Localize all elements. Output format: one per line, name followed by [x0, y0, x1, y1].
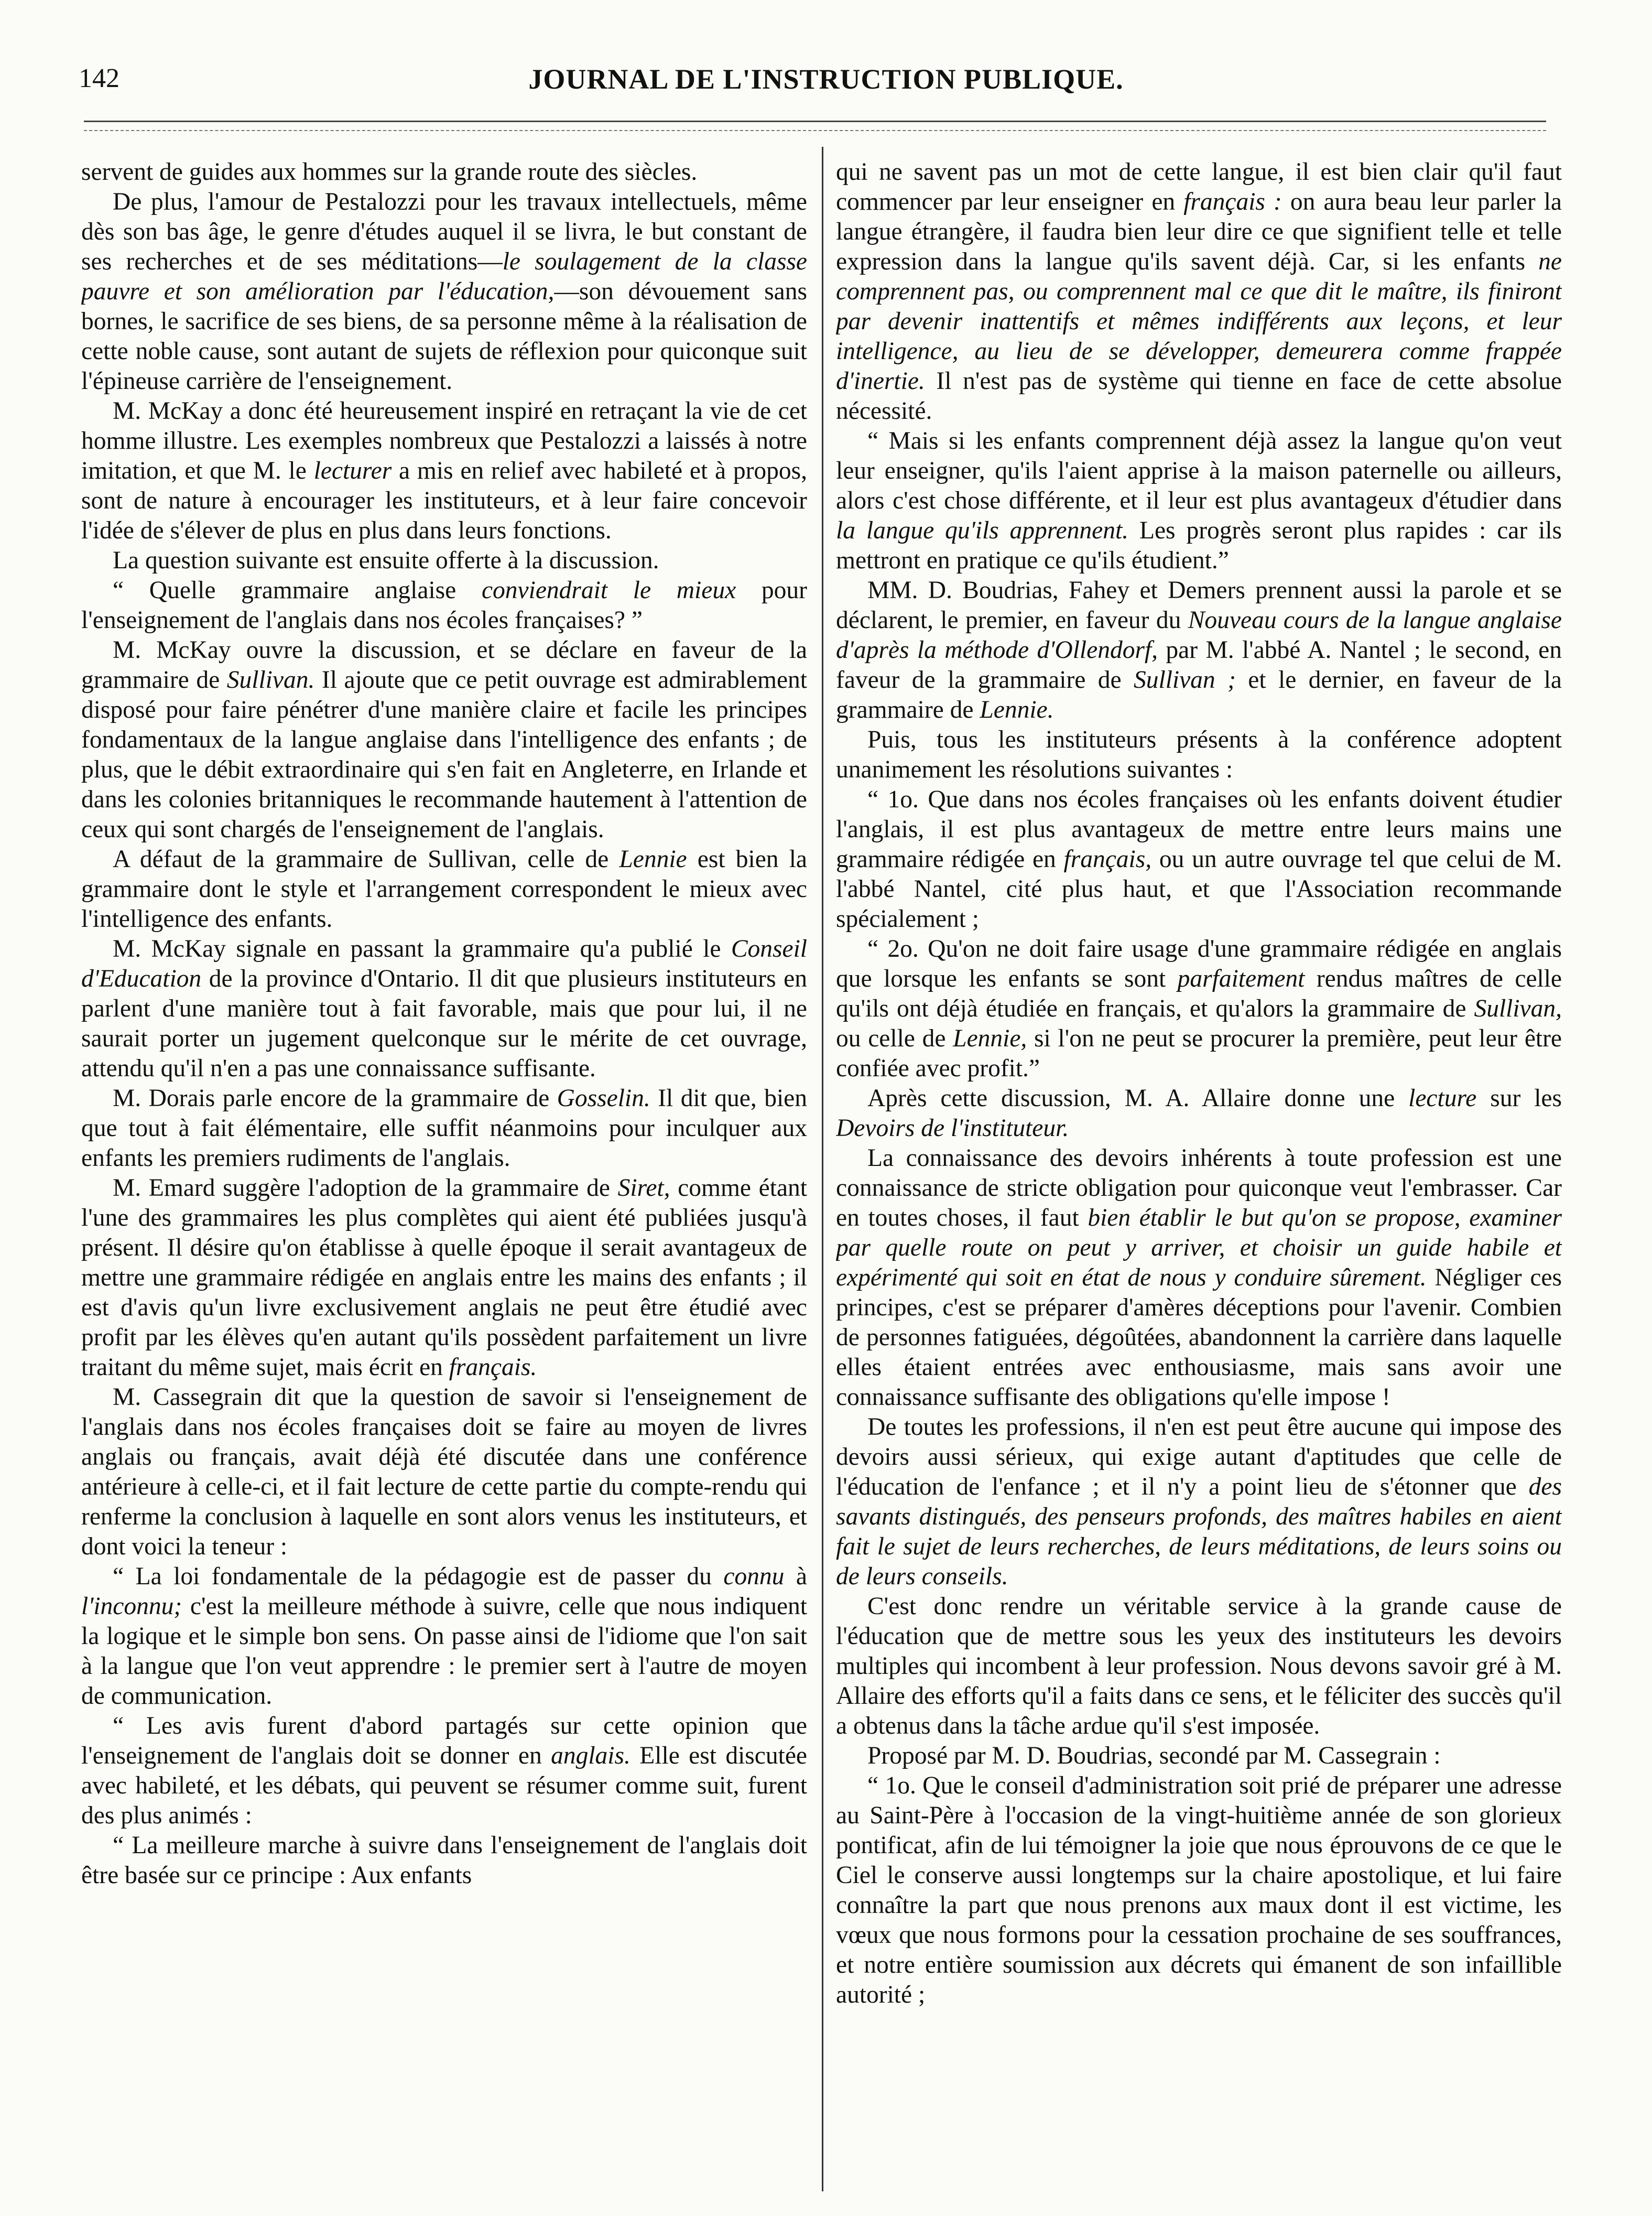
page-number: 142: [79, 63, 119, 93]
text-run: M. Cassegrain dit que la question de savoir si l'enseignement de l'anglais dans nos écoles françaises doit se faire au moyen de livres anglais ou français, avait déjà été discutée dans une conférence antérieure à celle-ci, et il fait lecture de cette partie du compte-rendu qui renferme la conclusion à laquelle en sont alors venus les instituteurs, et dont voici la teneur :: [81, 1383, 807, 1560]
paragraph: [81, 1711, 807, 1831]
text-run: La connaissance des devoirs inhérents à toute profession est une connaissance de stricte obligation pour quiconque veut l'embrasser. Car en toutes choses, il faut: [836, 1144, 1562, 1231]
italic-text: Sullivan ;: [1134, 666, 1236, 694]
text-run: Après cette discussion, M. A. Allaire donne une: [867, 1085, 1409, 1112]
paragraph: [81, 845, 807, 934]
text-run: “ Quelle grammaire anglaise: [113, 577, 482, 604]
text-run: “ 1o. Que dans nos écoles françaises où les enfants doivent étudier l'anglais, il est plus avantageux de mettre entre leurs mains une grammaire rédigée en: [836, 786, 1562, 873]
paragraph: [836, 157, 1562, 426]
italic-text: connu: [723, 1563, 785, 1590]
italic-text: Gosselin.: [557, 1085, 650, 1112]
text-run: M. Emard suggère l'adoption de la grammaire de: [113, 1174, 618, 1202]
text-run: qui ne savent pas un mot de cette langue, il est bien clair qu'il faut commencer par leur enseigner en: [836, 158, 1562, 215]
paragraph: [81, 1562, 807, 1711]
text-run: “ 1o. Que le conseil d'administration soit prié de préparer une adresse au Saint-Père à l'occasion de la vingt-huitième année de son glorieux pontificat, afin de lui témoigner la joie que nous éprouvons de ce que le Ciel le conserve aussi longtemps sur la chaire apostolique, et lui faire connaître la part que nous prenons aux maux dont il est victime, les vœux que nous formons pour la cessation prochaine de ses souffrances, et notre entière soumission aux décrets qui émanent de son infaillible autorité ;: [836, 1772, 1562, 2008]
italic-text: bien établir le but qu'on se propose, examiner par quelle route on peut y arriver, et choisir un guide habile et expérimenté qui soit en état de nous y conduire sûrement.: [836, 1204, 1562, 1291]
text-run: Il dit que, bien que tout à fait élémentaire, elle suffit néanmoins pour inculquer aux enfants les premiers rudiments de l'anglais.: [81, 1085, 807, 1172]
text-run: M. McKay ouvre la discussion, et se déclare en faveur de la grammaire de: [81, 636, 807, 694]
text-run: comme étant l'une des grammaires les plus complètes qui aient été publiées jusqu'à présent. Il désire qu'on établisse à quelle époque il serait avantageux de mettre une grammaire rédigée en anglais entre les mains des enfants ; il est d'avis qu'un livre exclusivement anglais ne peut être étudié avec profit par les élèves qu'en autant qu'ils possèdent parfaitement un livre traitant du même sujet, mais écrit en: [81, 1174, 807, 1381]
text-run: M. McKay signale en passant la grammaire qu'a publié le: [113, 935, 731, 963]
text-run: servent de guides aux hommes sur la grande route des siècles.: [81, 158, 698, 186]
paragraph: [81, 396, 807, 546]
text-run: ou un autre ouvrage tel que celui de M. l'abbé Nantel, cité plus haut, et que l'Association recommande spécialement ;: [836, 846, 1562, 933]
paragraph: [81, 576, 807, 635]
text-run: “ 2o. Qu'on ne doit faire usage d'une grammaire rédigée en anglais que lorsque les enfants se sont: [836, 935, 1562, 992]
text-run: —son dévouement sans bornes, le sacrifice de ses biens, de sa personne même à la réalisation de cette noble cause, sont autant de sujets de réflexion pour quiconque suit l'épineuse carrière de l'enseignement.: [81, 278, 807, 395]
italic-text: lecturer: [313, 457, 392, 484]
italic-text: conviendrait le mieux: [481, 577, 736, 604]
paragraph: [81, 546, 807, 576]
text-run: Il n'est pas de système qui tienne en face de cette absolue nécessité.: [836, 367, 1562, 425]
italic-text: Lennie.: [980, 696, 1054, 723]
paragraph: [836, 1143, 1562, 1412]
italic-text: français.: [449, 1354, 537, 1381]
text-run: Proposé par M. D. Boudrias, secondé par M. Cassegrain :: [867, 1742, 1441, 1769]
text-run: sur les: [1476, 1085, 1562, 1112]
paragraph: [836, 1084, 1562, 1143]
italic-text: Siret,: [617, 1174, 670, 1202]
text-run: ou celle de: [836, 1025, 953, 1052]
text-run: “ La loi fondamentale de la pédagogie est de passer du: [113, 1563, 724, 1590]
paragraph: [81, 934, 807, 1084]
text-run: Les progrès seront plus rapides : car ils mettront en pratique ce qu'ils étudient.”: [836, 517, 1562, 574]
text-run: de la province d'Ontario. Il dit que plusieurs instituteurs en parlent d'une manière tout à fait favorable, mais que pour lui, il ne saurait porter un jugement quelconque sur le mérite de cet ouvrage, attendu qu'il n'en a pas une connaissance suffisante.: [81, 965, 807, 1082]
text-run: De plus, l'amour de Pestalozzi pour les travaux intellectuels, même dès son bas âge, le genre d'études auquel il se livra, le but constant de ses recherches et de ses méditations—: [81, 188, 807, 275]
text-run: “ La meilleure marche à suivre dans l'enseignement de l'anglais doit être basée sur ce principe : Aux enfants: [81, 1832, 807, 1889]
paragraph: [836, 934, 1562, 1084]
paragraph: [81, 1831, 807, 1890]
italic-text: Sullivan,: [1474, 995, 1562, 1022]
italic-text: la langue qu'ils apprennent.: [836, 517, 1129, 544]
paragraph: [81, 187, 807, 396]
text-run: Puis, tous les instituteurs présents à la conférence adoptent unanimement les résolutions suivantes :: [836, 726, 1562, 783]
italic-text: lecture: [1408, 1085, 1477, 1112]
text-run: si l'on ne peut se procurer la première, peut leur être confiée avec profit.”: [836, 1025, 1562, 1082]
italic-text: Lennie: [619, 846, 687, 873]
paragraph: [836, 576, 1562, 725]
text-run: pour l'enseignement de l'anglais dans nos écoles françaises? ”: [81, 577, 807, 634]
text-run: rendus maîtres de celle qu'ils ont déjà étudiée en français, et qu'alors la grammaire de: [836, 965, 1562, 1022]
header-rule-dashed: [84, 130, 1546, 131]
text-run: Il ajoute que ce petit ouvrage est admirablement disposé pour faire pénétrer d'une manière claire et facile les principes fondamentaux de la langue anglaise dans l'intelligence des enfants ; de plus, que le débit extraordinaire qui s'en fait en Angleterre, en Irlande et dans les colonies britanniques le recommande hautement à l'attention de ceux qui sont chargés de l'enseignement de l'anglais.: [81, 666, 807, 843]
paragraph: [81, 635, 807, 845]
italic-text: Sullivan.: [226, 666, 315, 694]
paragraph: [836, 426, 1562, 576]
paragraph: [836, 725, 1562, 785]
italic-text: Conseil d'Education: [81, 935, 807, 992]
paragraph: [836, 785, 1562, 934]
text-run: De toutes les professions, il n'en est peut être aucune qui impose des devoirs aussi sérieux, qui exige autant d'aptitudes que celle de l'éducation de l'enfance ; et il n'y a point lieu de s'étonner que: [836, 1413, 1562, 1500]
paragraph: [836, 1592, 1562, 1741]
italic-text: Nouveau cours de la langue anglaise d'après la méthode d'Ollendorf,: [836, 607, 1562, 664]
paragraph: [836, 1412, 1562, 1592]
text-run: est bien la grammaire dont le style et l'arrangement correspondent le mieux avec l'intelligence des enfants.: [81, 846, 807, 933]
left-column: [81, 157, 807, 2191]
journal-title: JOURNAL DE L'INSTRUCTION PUBLIQUE.: [528, 63, 1124, 95]
paragraph: [836, 1741, 1562, 1771]
italic-text: l'inconnu;: [81, 1593, 182, 1620]
text-run: par M. l'abbé A. Nantel ; le second, en faveur de la grammaire de: [836, 636, 1562, 694]
italic-text: le soulagement de la classe pauvre et son amélioration par l'éducation,: [81, 248, 807, 305]
text-run: A défaut de la grammaire de Sullivan, celle de: [113, 846, 620, 873]
text-run: et le dernier, en faveur de la grammaire de: [836, 666, 1562, 723]
paragraph: [81, 1173, 807, 1382]
italic-text: anglais.: [551, 1742, 631, 1769]
italic-text: des savants distingués, des penseurs profonds, des maîtres habiles en aient fait le sujet de leurs recherches, de leurs méditations, de leurs soins ou de leurs conseils.: [836, 1473, 1562, 1590]
text-run: “ Les avis furent d'abord partagés sur cette opinion que l'enseignement de l'anglais doit se donner en: [81, 1712, 807, 1769]
text-run: a mis en relief avec habileté et à propos, sont de nature à encourager les instituteurs, et à leur faire concevoir l'idée de s'élever de plus en plus dans leurs fonctions.: [81, 457, 807, 544]
text-run: La question suivante est ensuite offerte à la discussion.: [113, 547, 659, 574]
text-run: à: [784, 1563, 807, 1590]
italic-text: Lennie,: [953, 1025, 1027, 1052]
italic-text: ne comprennent pas, ou comprennent mal ce que dit le maître, ils finiront par devenir inattentifs et mêmes indifférents aux leçons, et leur intelligence, au lieu de se développer, demeurera comme frappée d'inertie.: [836, 248, 1562, 395]
paragraph: [81, 157, 807, 187]
text-run: Elle est discutée avec habileté, et les débats, qui peuvent se résumer comme suit, furent des plus animés :: [81, 1742, 807, 1829]
italic-text: français,: [1063, 846, 1152, 873]
text-run: M. McKay a donc été heureusement inspiré en retraçant la vie de cet homme illustre. Les exemples nombreux que Pestalozzi a laissés à notre imitation, et que M. le: [81, 397, 807, 484]
text-run: “ Mais si les enfants comprennent déjà assez la langue qu'on veut leur enseigner, qu'ils l'aient apprise à la maison paternelle ou ailleurs, alors c'est chose différente, et il leur est plus avantageux d'étudier dans: [836, 427, 1562, 514]
column-divider: [822, 147, 823, 2191]
text-run: c'est la meilleure méthode à suivre, celle que nous indiquent la logique et le simple bon sens. On passe ainsi de l'idiome que l'on sait à la langue que l'on veut apprendre : le premier sert à l'autre de moyen de communication.: [81, 1593, 807, 1710]
italic-text: français :: [1183, 188, 1282, 215]
text-run: MM. D. Boudrias, Fahey et Demers prennent aussi la parole et se déclarent, le premier, en faveur du: [836, 577, 1562, 634]
text-run: Négliger ces principes, c'est se préparer d'amères déceptions pour l'avenir. Combien de personnes fatiguées, dégoûtées, abandonnent la carrière dans laquelle elles étaient entrées avec enthousiasme, mais sans avoir une connaissance suffisante des obligations qu'elle impose !: [836, 1264, 1562, 1411]
text-run: on aura beau leur parler la langue étrangère, il faudra bien leur dire ce que signifient telle et telle expression dans la langue qu'ils savent déjà. Car, si les enfants: [836, 188, 1562, 275]
right-column: [836, 157, 1562, 2191]
paragraph: [81, 1084, 807, 1173]
paragraph: [836, 1771, 1562, 2010]
paragraph: [81, 1382, 807, 1562]
text-run: C'est donc rendre un véritable service à la grande cause de l'éducation que de mettre sous les yeux des instituteurs les devoirs multiples qui incombent à leur profession. Nous devons savoir gré à M. Allaire des efforts qu'il a faits dans ce sens, et le féliciter des succès qu'il a obtenus dans la tâche ardue qu'il s'est imposée.: [836, 1593, 1562, 1739]
header-rule: [84, 121, 1546, 122]
italic-text: Devoirs de l'instituteur.: [836, 1115, 1069, 1142]
text-run: M. Dorais parle encore de la grammaire de: [113, 1085, 557, 1112]
italic-text: parfaitement: [1177, 965, 1305, 992]
